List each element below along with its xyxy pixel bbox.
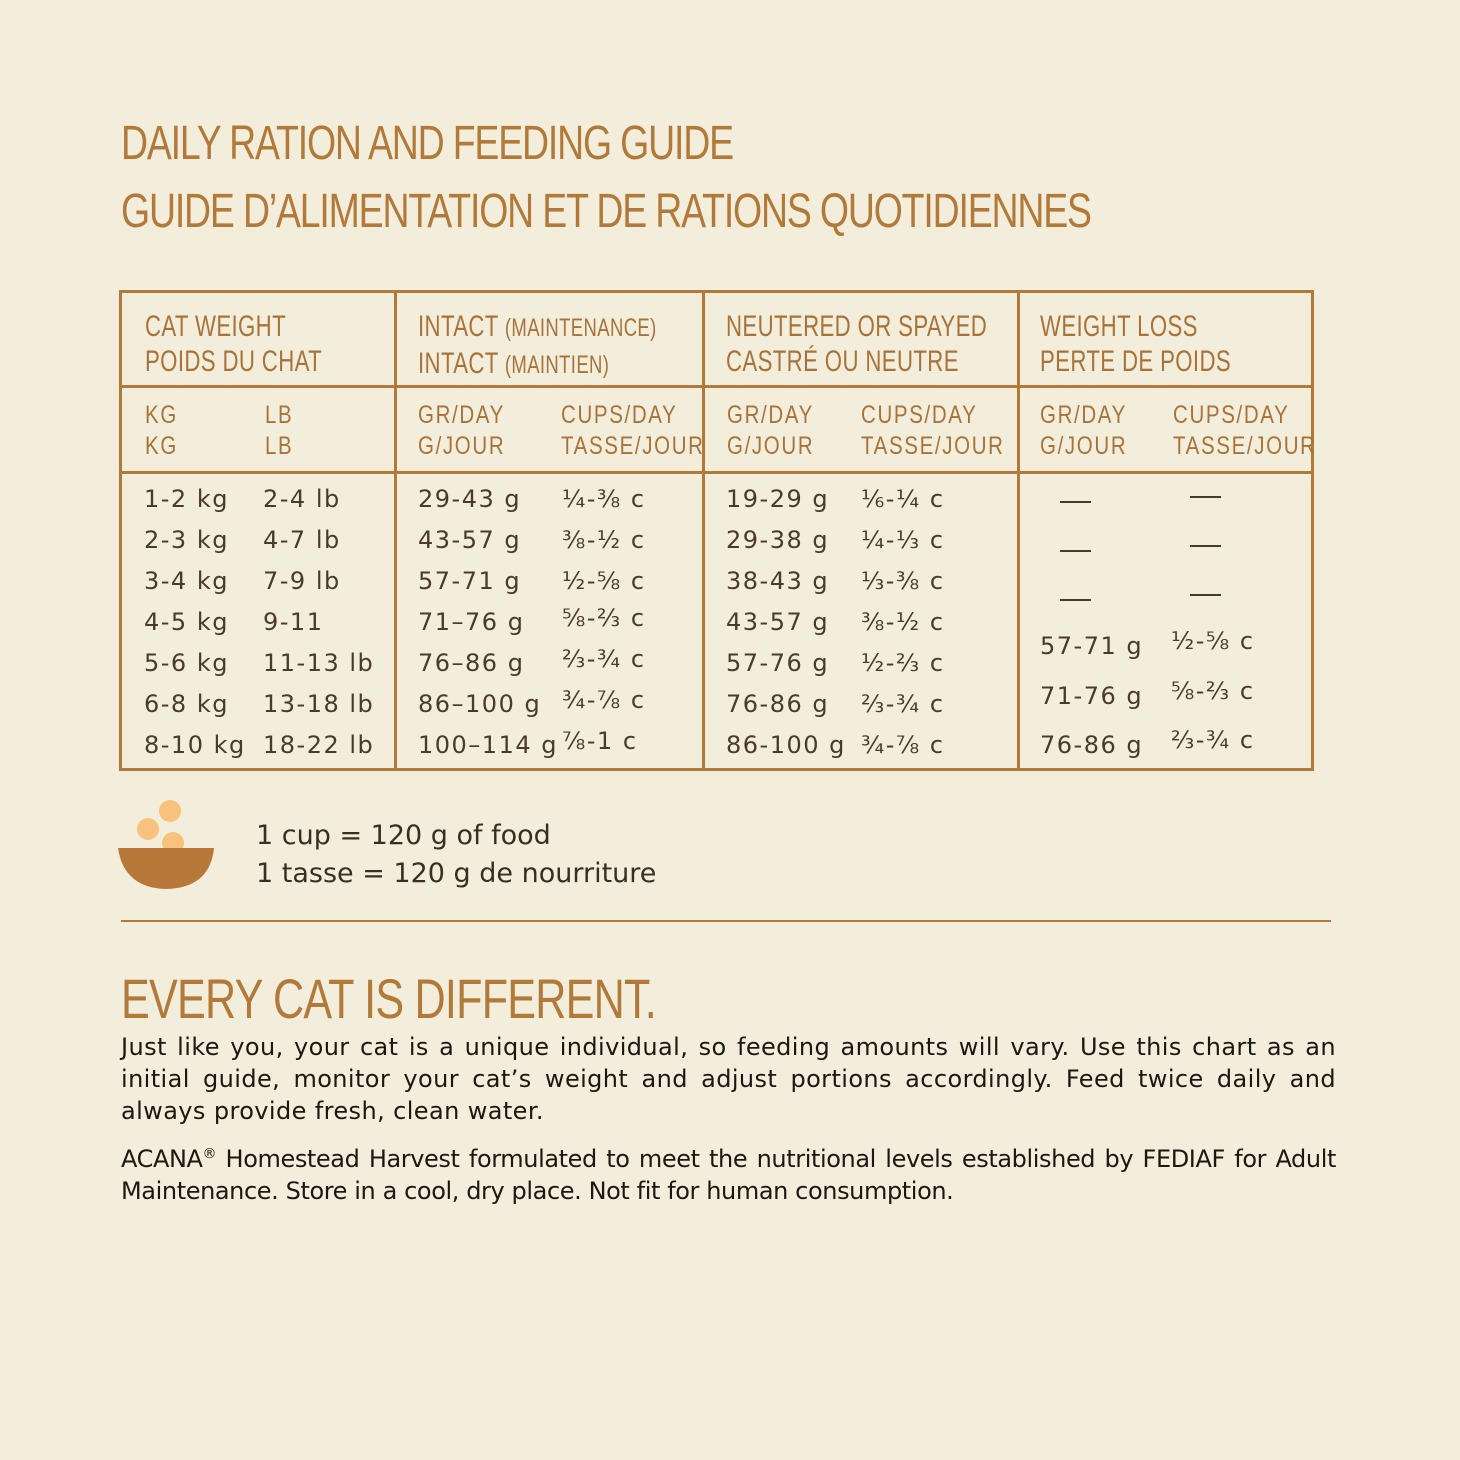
cell-intact-cups: ¼-⅜ c [562, 485, 646, 513]
title-english: DAILY RATION AND FEEDING GUIDE [121, 117, 733, 170]
cell-loss-grams: 57-71 g [1040, 632, 1144, 660]
cell-loss-cups: ⅔-¾ c [1171, 726, 1255, 754]
section-divider [121, 920, 1331, 922]
cell-neutered-grams: 29-38 g [726, 526, 830, 554]
cell-kg: 8-10 kg [144, 731, 246, 759]
cell-lb: 4-7 lb [263, 526, 341, 554]
table-divider [122, 471, 1311, 474]
cell-neutered-grams: 38-43 g [726, 567, 830, 595]
cell-kg: 5-6 kg [144, 649, 229, 677]
empty-dash [1190, 545, 1221, 547]
cup-conversion-english: 1 cup = 120 g of food [256, 820, 551, 851]
cell-neutered-grams: 76-86 g [726, 690, 830, 718]
cell-loss-grams: 76-86 g [1040, 731, 1144, 759]
cell-neutered-grams: 86-100 g [726, 731, 846, 759]
header-cat-weight: CAT WEIGHT POIDS DU CHAT [145, 310, 323, 378]
feeding-advice-paragraph: Just like you, your cat is a unique individual, so feeding amounts will vary. Use this chart as an initial guide, monitor your cat’s weight and adjust portions accordingly. Feed twice daily and always provide fresh, clean water. [121, 1033, 1336, 1125]
food-bowl-icon [118, 800, 218, 892]
cell-neutered-cups: ¼-⅓ c [861, 526, 945, 554]
cell-kg: 6-8 kg [144, 690, 229, 718]
subheader-neutered-grams: GR/DAY G/JOUR [727, 401, 815, 460]
subheader-neutered-cups: CUPS/DAY TASSE/JOUR [861, 401, 1005, 460]
brand-name: ACANA [121, 1145, 203, 1173]
cell-intact-cups: ½-⅝ c [562, 567, 646, 595]
cell-neutered-cups: ⅙-¼ c [861, 485, 945, 513]
cell-neutered-cups: ½-⅔ c [861, 649, 945, 677]
cell-loss-cups: ⅝-⅔ c [1171, 677, 1255, 705]
subheader-intact-cups: CUPS/DAY TASSE/JOUR [561, 401, 705, 460]
formulation-text: Homestead Harvest formulated to meet the nutritional levels established by FEDIAF for Adult Maintenance. Store in a cool, dry place. Not fit for human consumption. [121, 1145, 1336, 1205]
cell-intact-grams: 43-57 g [418, 526, 522, 554]
cell-lb: 9-11 [263, 608, 324, 636]
cell-neutered-cups: ⅜-½ c [861, 608, 945, 636]
cell-loss-cups: ½-⅝ c [1171, 627, 1255, 655]
cell-intact-cups: ¾-⅞ c [562, 686, 646, 714]
empty-dash [1060, 550, 1091, 552]
cell-intact-cups: ⅞-1 c [562, 727, 638, 755]
cell-kg: 1-2 kg [144, 485, 229, 513]
cell-lb: 2-4 lb [263, 485, 341, 513]
empty-dash [1060, 501, 1091, 503]
subheader-kg: KG KG [145, 401, 178, 460]
cell-intact-grams: 76–86 g [418, 649, 525, 677]
cell-lb: 7-9 lb [263, 567, 341, 595]
cell-neutered-cups: ⅓-⅜ c [861, 567, 945, 595]
cell-intact-cups: ⅜-½ c [562, 526, 646, 554]
every-cat-heading: EVERY CAT IS DIFFERENT. [121, 967, 657, 1030]
subheader-intact-grams: GR/DAY G/JOUR [418, 401, 506, 460]
table-divider [702, 293, 705, 768]
cell-neutered-cups: ⅔-¾ c [861, 690, 945, 718]
subheader-lb: LB LB [265, 401, 294, 460]
cell-neutered-grams: 43-57 g [726, 608, 830, 636]
table-divider [1017, 293, 1020, 768]
header-neutered: NEUTERED OR SPAYED CASTRÉ OU NEUTRE [726, 310, 988, 378]
cell-kg: 3-4 kg [144, 567, 229, 595]
header-intact: INTACT (MAINTENANCE) INTACT (MAINTIEN) [418, 310, 657, 380]
table-divider [394, 293, 397, 768]
cell-neutered-grams: 19-29 g [726, 485, 830, 513]
subheader-loss-grams: GR/DAY G/JOUR [1040, 401, 1128, 460]
cell-kg: 2-3 kg [144, 526, 229, 554]
feeding-table [119, 290, 1317, 771]
table-divider [122, 385, 1311, 388]
cell-lb: 11-13 lb [263, 649, 375, 677]
formulation-paragraph [121, 1143, 1336, 1207]
cell-intact-grams: 71–76 g [418, 608, 525, 636]
cell-intact-grams: 86–100 g [418, 690, 542, 718]
cell-intact-cups: ⅔-¾ c [562, 645, 646, 673]
empty-dash [1060, 599, 1091, 601]
cell-neutered-cups: ¾-⅞ c [861, 731, 945, 759]
subheader-loss-cups: CUPS/DAY TASSE/JOUR [1173, 401, 1317, 460]
cell-lb: 18-22 lb [263, 731, 375, 759]
title-french: GUIDE D’ALIMENTATION ET DE RATIONS QUOTIDIENNES [121, 185, 1091, 238]
header-weight-loss: WEIGHT LOSS PERTE DE POIDS [1040, 310, 1232, 378]
empty-dash [1190, 594, 1221, 596]
cell-lb: 13-18 lb [263, 690, 375, 718]
cell-intact-cups: ⅝-⅔ c [562, 604, 646, 632]
cell-intact-grams: 57-71 g [418, 567, 522, 595]
cup-conversion-french: 1 tasse = 120 g de nourriture [256, 858, 657, 889]
cell-intact-grams: 100–114 g [418, 731, 558, 759]
cell-loss-grams: 71-76 g [1040, 682, 1144, 710]
registered-mark: ® [202, 1146, 217, 1162]
cell-intact-grams: 29-43 g [418, 485, 522, 513]
cell-kg: 4-5 kg [144, 608, 229, 636]
cell-neutered-grams: 57-76 g [726, 649, 830, 677]
empty-dash [1190, 496, 1221, 498]
